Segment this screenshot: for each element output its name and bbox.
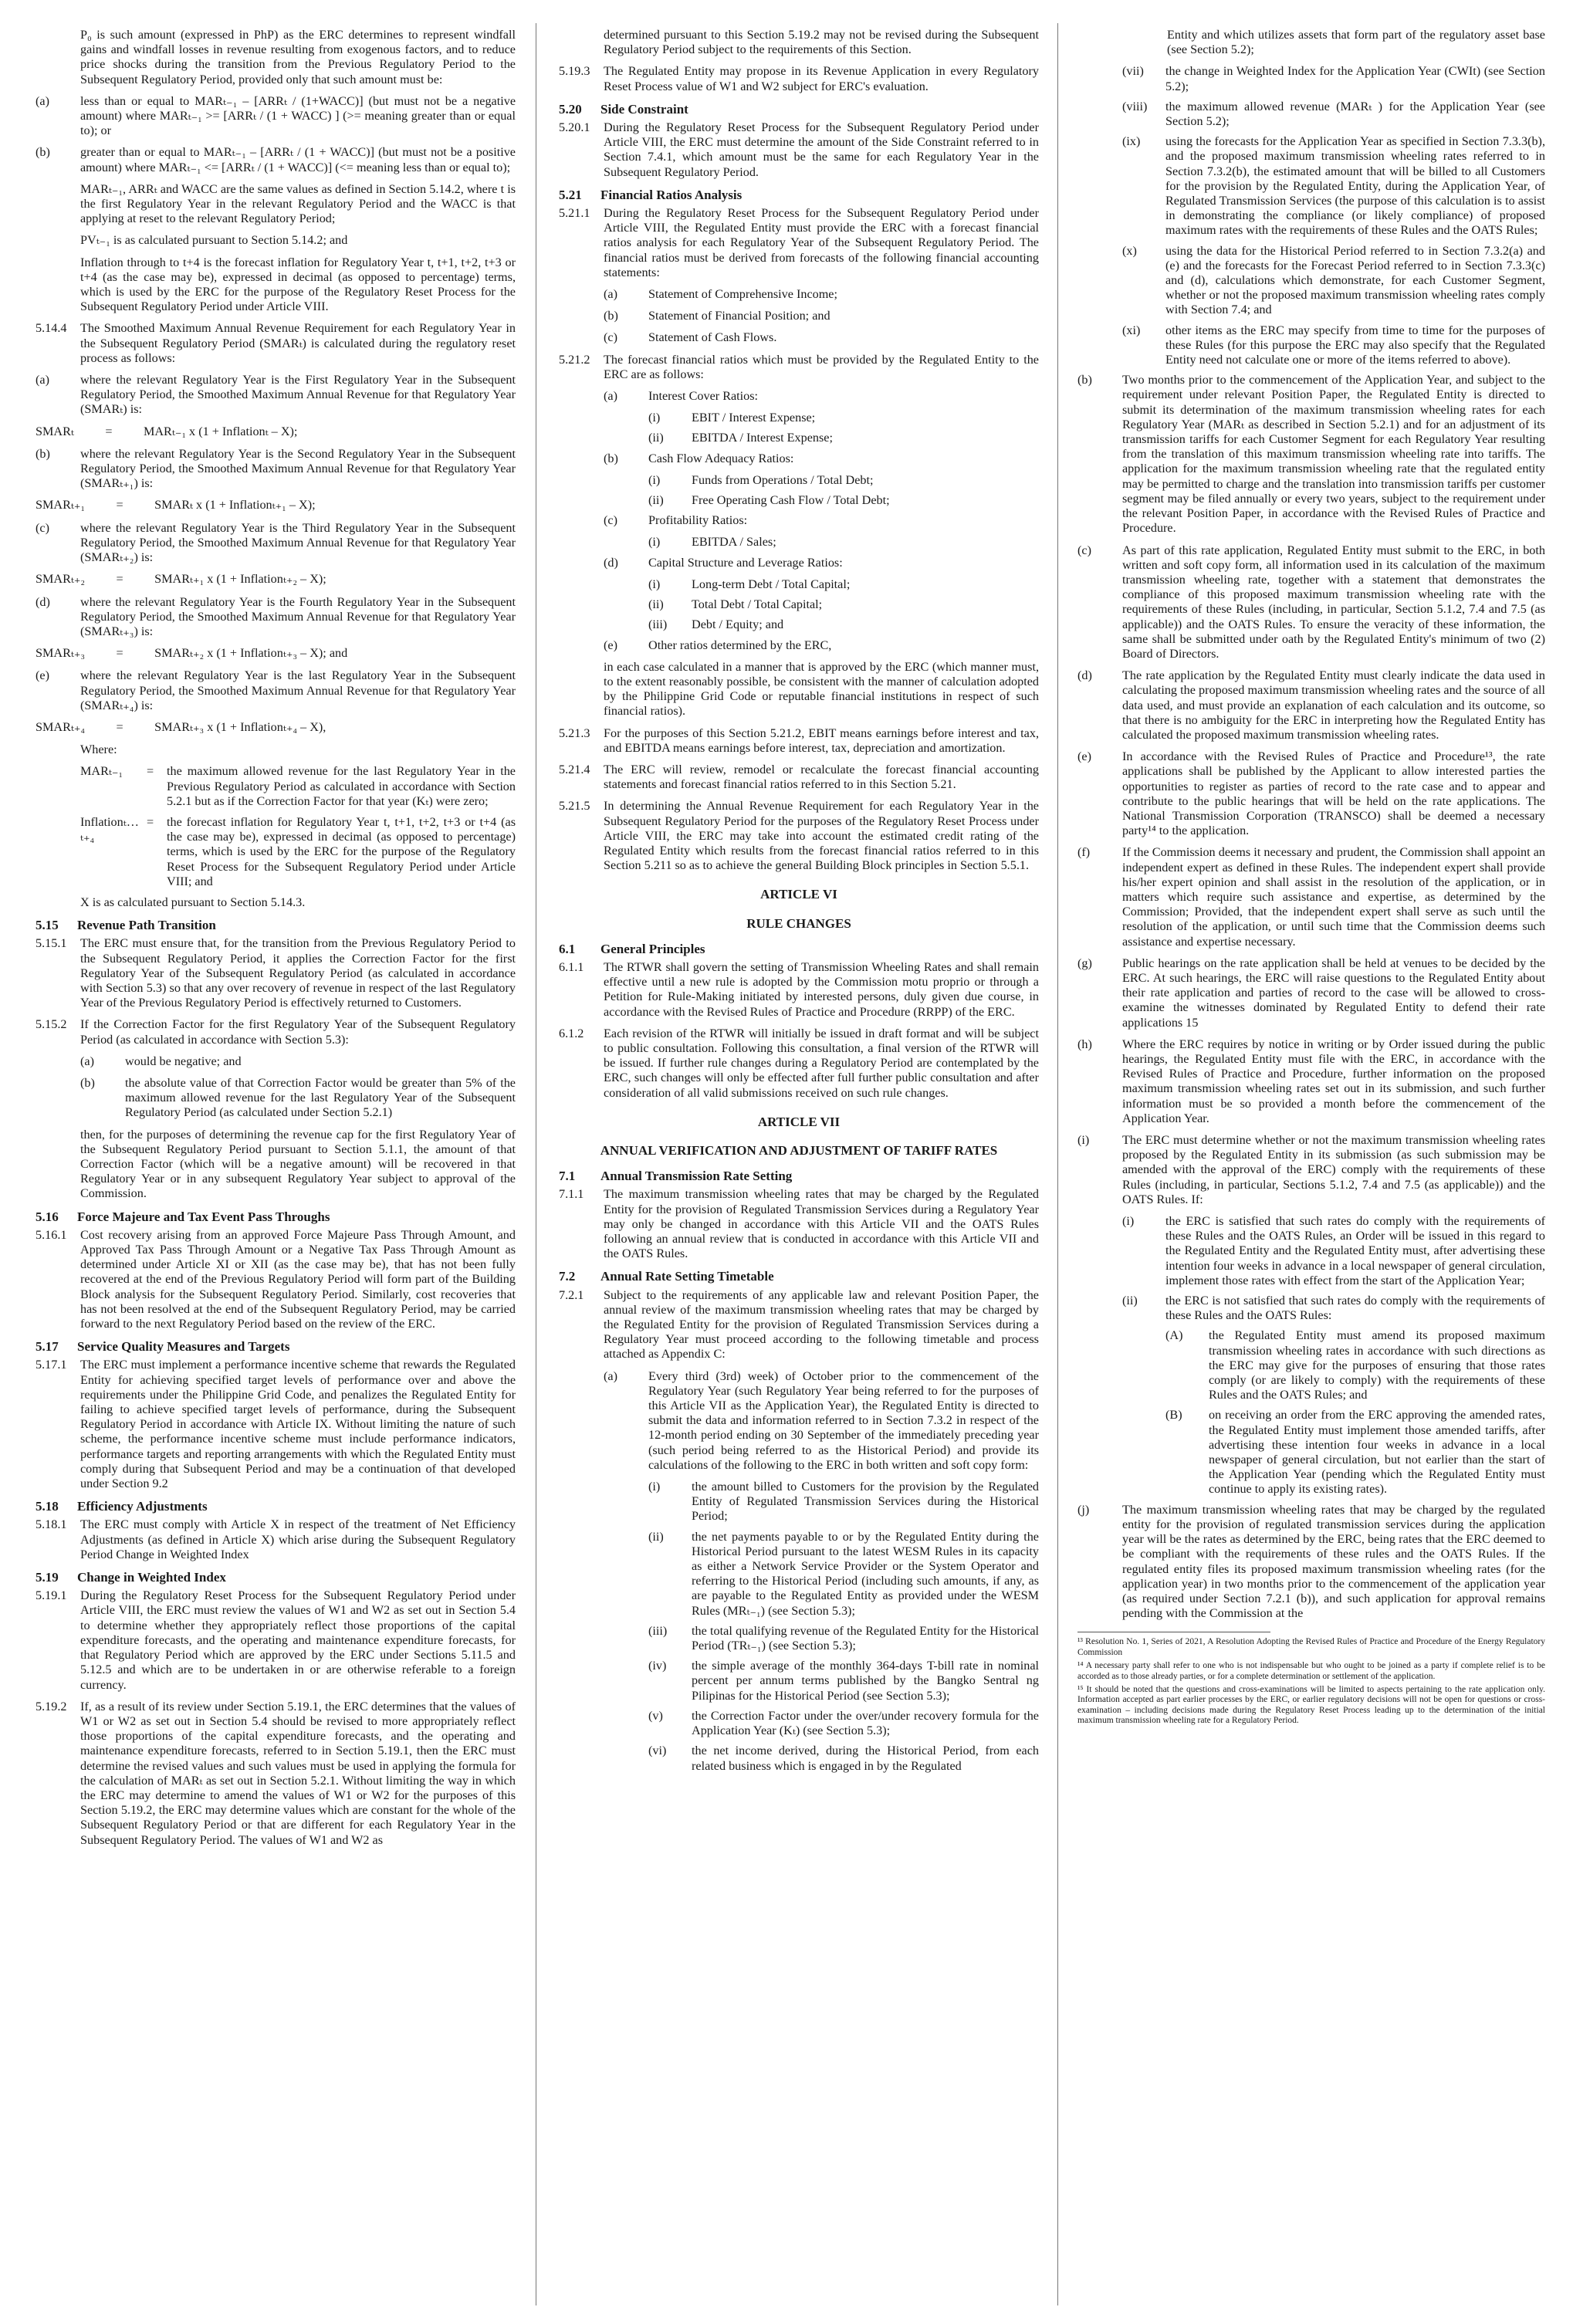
clause-number: 5.19.3 bbox=[559, 64, 590, 79]
item-text: the absolute value of that Correction Factor would be greater than 5% of the maximum allowed revenue for the last Regulatory Year of the Subsequent Regulatory Period (as calculated under Section 5.2.1) bbox=[125, 1075, 516, 1120]
list-item bbox=[1122, 64, 1545, 93]
section-number: 7.2 bbox=[559, 1269, 576, 1284]
item-text: the maximum allowed revenue (MARₜ ) for the Application Year (see Section 5.2); bbox=[1165, 99, 1545, 129]
item-text: the ERC is satisfied that such rates do comply with the requirements of these Rules and the OATS Rules, an Order will be issued in this regard to the Regulated Entity and the Regulated Entity must, after advertising these intention four weeks in advance in a local newspaper of general circulation, implement those rates with effect from the start of the Application Year; bbox=[1165, 1214, 1545, 1287]
item-text: Capital Structure and Leverage Ratios: bbox=[648, 555, 843, 570]
formula: SMARₜ = MARₜ₋₁ x (1 + Inflationₜ – X); bbox=[36, 424, 298, 438]
item-number: (i) bbox=[1122, 1214, 1135, 1229]
item-text: Statement of Cash Flows. bbox=[648, 330, 777, 345]
article-heading: ARTICLE VI bbox=[760, 887, 837, 902]
list-item bbox=[604, 287, 1039, 302]
item-text: EBIT / Interest Expense; bbox=[692, 411, 816, 425]
item-number: (a) bbox=[604, 1368, 617, 1383]
section-heading bbox=[36, 1570, 516, 1585]
item-number: (d) bbox=[36, 594, 50, 609]
list-item bbox=[36, 595, 516, 640]
footnote: ¹⁵ It should be noted that the questions and cross-examinations will be limited to aspects pertaining to the rate application only. Information accepted as part earlier processes by the ERC, or earlier regulatory decisions will not be open for questions or cross-examination – including decisions made during the Regulatory Reset Process leading up to the determination of the initial maximum transmission wheeling rate for a Regulatory Period. bbox=[1077, 1684, 1545, 1726]
clause-text: The ERC must ensure that, for the transition from the Previous Regulatory Period to the Subsequent Regulatory Period, it applies the Correction Factor for the first Regulatory Year of the Subsequent Regulatory Period (as calculated in accordance with Section 5.3) so that any over recovery of revenue in respect of the last Regulatory Year of the Previous Regulatory Period is effectively returned to Customers. bbox=[80, 936, 516, 1010]
formula: SMARₜ₊₁ = SMARₜ x (1 + Inflationₜ₊₁ – X); bbox=[36, 498, 316, 512]
list-item bbox=[604, 452, 1039, 466]
clause bbox=[559, 120, 1039, 180]
item-number: (vii) bbox=[1122, 64, 1144, 79]
section-number: 5.15 bbox=[36, 918, 59, 933]
clause-5-14-4 bbox=[36, 321, 516, 366]
clause bbox=[36, 936, 516, 1010]
section-number: 6.1 bbox=[559, 941, 576, 956]
section-heading bbox=[36, 1209, 516, 1224]
clause-text: If, as a result of its review under Section 5.19.1, the ERC determines that the values of W1 or W2 as set out in Section 5.4 should be revised to more appropriately reflect those proportions of the capital expenditure forecasts, and the operating and maintenance expenditure forecasts, referred to in Section 5.19.1, then the ERC must determine the revised values and such values must be used in applying the formula for the calculation of MARₜ as set out in Section 5.2.1. Without limiting the way in which the ERC may determine to amend the values of W1 or W2 for the purposes of this Section 5.19.2, the ERC may determine values which are constant for the whole of the Subsequent Regulatory Period or that are different for each Regulatory Year in the Subsequent Regulatory Period. The values of W1 and W2 as bbox=[80, 1699, 516, 1847]
clause-number: 5.21.5 bbox=[559, 799, 590, 814]
list-item bbox=[1122, 134, 1545, 238]
clause-number: 5.15.1 bbox=[36, 936, 67, 951]
clause-number: 5.21.4 bbox=[559, 762, 590, 776]
clause-text: The Regulated Entity may propose in its Revenue Application in every Regulatory Reset Process value of W1 and W2 subject for ERC's evaluation. bbox=[604, 64, 1039, 93]
item-text: EBITDA / Sales; bbox=[692, 535, 776, 550]
item-number: (b) bbox=[1077, 373, 1092, 387]
section-heading bbox=[36, 1339, 516, 1354]
clause bbox=[559, 726, 1039, 756]
article-title: ANNUAL VERIFICATION AND ADJUSTMENT OF TARIFF RATES bbox=[600, 1142, 998, 1158]
clause-text: The ERC must implement a performance incentive scheme that rewards the Regulated Entity for achieving specified target levels of performance over and above the requirements under the Philippine Grid Code, and penalizes the Regulated Entity for failing to achieve specified target levels of performance, during the Subsequent Regulatory Period in accordance with Article IX. Without limiting the nature of such scheme, the performance incentive scheme must include performance indicators, performance targets and reporting arrangements with which the Regulated Entity must comply during that Subsequent Period and may be a continuation of that developed under Section 9.2 bbox=[80, 1358, 516, 1491]
section-title: Change in Weighted Index bbox=[77, 1570, 226, 1585]
section-number: 5.17 bbox=[36, 1339, 59, 1355]
item-number: (A) bbox=[1165, 1328, 1183, 1343]
item-text: The maximum transmission wheeling rates that may be charged by the regulated entity for the provision of regulated transmission services during the application year will be the rates as determined by the ERC, being rates that the ERC deemed to be compliant with the requirements of these rules and the OATS Rules. If the regulated entity files its proposed maximum transmission wheeling rates (for the application year) in two months prior to the commencement of the application year (as required under Section 7.2.1 (b)), and such application for approval remains pending with the Commission at the bbox=[1122, 1502, 1545, 1621]
item-text: the Regulated Entity must amend its proposed maximum transmission wheeling rates in accordance with such directions as the ERC may give for the purposes of ensuring that those rates comply (or are likely to comply) with the requirements of these Rules and the OATS Rules; and bbox=[1209, 1328, 1545, 1402]
list-item bbox=[1077, 845, 1545, 949]
item-text: Other ratios determined by the ERC, bbox=[648, 638, 832, 652]
clause-number: 6.1.1 bbox=[559, 959, 584, 974]
list-item bbox=[648, 577, 1039, 592]
item-text: Statement of Comprehensive Income; bbox=[648, 287, 837, 302]
clause-text: Each revision of the RTWR will initially be issued in draft format and will be subject to public consultation. Following this consultation, a final version of the RTWR will be issued. If further rule changes during a Regulatory Period are contemplated by the ERC, such changes will only be effected after full further public consultation and after consideration of all valid submissions received on such rule changes. bbox=[604, 1026, 1039, 1100]
clause-text: If the Correction Factor for the first Regulatory Year of the Subsequent Regulatory Period (as calculated in accordance with Section 5.3): bbox=[80, 1017, 516, 1047]
where-label: Where: bbox=[80, 743, 117, 757]
list-item bbox=[604, 309, 1039, 323]
clause-text: Subject to the requirements of any applicable law and relevant Position Paper, the annual review of the maximum transmission wheeling rates that may be charged by the Regulated Entity for the provision of Regulated Transmission Services during a Regulatory Year must proceed according to the following timetable and process attached as Appendix C: bbox=[604, 1287, 1039, 1362]
equals-sign: = bbox=[147, 814, 154, 829]
definition-text: the maximum allowed revenue for the last Regulatory Year in the Previous Regulatory Period as calculated in accordance with Section 5.2.1 but as if the Correction Factor for that year (Kₜ) were zero; bbox=[167, 764, 516, 808]
item-number: (xi) bbox=[1122, 323, 1141, 337]
list-item bbox=[648, 431, 1039, 445]
list-item bbox=[648, 1480, 1039, 1524]
item-text: using the data for the Historical Period referred to in Section 7.3.2(a) and (e) and the forecasts for the Forecast Period referred to in Section 7.3.3(c) and (d), calculations which demonstrate, for each Customer Segment, whether or not the proposed maximum transmission wheeling rates comply with Section 7.4; and bbox=[1165, 243, 1545, 317]
list-item bbox=[36, 94, 516, 139]
clause-number: 5.19.2 bbox=[36, 1699, 67, 1713]
clause-text: During the Regulatory Reset Process for the Subsequent Regulatory Period under Article VIII, the ERC must review the values of W1 and W2 as set out in Section 5.4 to determine whether they appropriately reflect those proportions of the capital expenditure forecasts, and the operating and maintenance expenditure forecasts, for that Regulatory Period which are approved by the ERC under Sections 5.11.5 and 5.12.5 and which are to be undertaken in or are otherwise referable to a foreign currency. bbox=[80, 1588, 516, 1692]
clause-number: 5.18.1 bbox=[36, 1517, 67, 1532]
list-item bbox=[648, 1709, 1039, 1738]
clause bbox=[559, 64, 1039, 93]
item-text: Profitability Ratios: bbox=[648, 513, 748, 528]
item-number: (d) bbox=[1077, 668, 1092, 683]
list-item bbox=[648, 473, 1039, 488]
clause-number: 5.14.4 bbox=[36, 321, 67, 336]
item-number: (i) bbox=[648, 411, 661, 425]
clause bbox=[559, 960, 1039, 1020]
item-text: Long-term Debt / Total Capital; bbox=[692, 577, 851, 591]
clause bbox=[559, 799, 1039, 873]
definition bbox=[80, 815, 516, 889]
clause bbox=[36, 1358, 516, 1491]
item-number: (ii) bbox=[1122, 1294, 1138, 1308]
item-text: the Correction Factor under the over/under recovery formula for the Application Year (Kₜ) (see Section 5.3); bbox=[692, 1708, 1039, 1738]
item-number: (viii) bbox=[1122, 99, 1148, 113]
definition-text: the forecast inflation for Regulatory Year t, t+1, t+2, t+3 or t+4 (as the case may be), expressed in decimal (as opposed to percentage) terms, which is used by the ERC for the purpose of the Regulatory Reset Process for the Subsequent Regulatory Period under Article VIII; and bbox=[167, 814, 516, 888]
item-number: (c) bbox=[1077, 543, 1091, 557]
section-number: 5.21 bbox=[559, 187, 582, 202]
list-item bbox=[1077, 749, 1545, 838]
section-heading bbox=[559, 188, 1039, 202]
list-item bbox=[1165, 1328, 1545, 1402]
item-text: Total Debt / Total Capital; bbox=[692, 597, 823, 612]
clause-number: 7.1.1 bbox=[559, 1187, 584, 1202]
section-title: Efficiency Adjustments bbox=[77, 1499, 208, 1514]
item-text: Public hearings on the rate application shall be held at venues to be decided by the ERC. At such hearings, the ERC will raise questions to the Regulated Entity about their rate application and parties of record to the case will be allowed to cross-examine the witnesses dominated by Regulated Entity to defend their rate applications 15 bbox=[1122, 956, 1545, 1030]
clause-number: 5.21.2 bbox=[559, 352, 590, 367]
item-number: (a) bbox=[604, 389, 617, 404]
section-heading bbox=[559, 1169, 1039, 1183]
item-text: Debt / Equity; and bbox=[692, 617, 784, 632]
list-item bbox=[80, 1076, 516, 1121]
clause bbox=[36, 1228, 516, 1331]
list-item bbox=[36, 668, 516, 713]
item-number: (b) bbox=[604, 309, 618, 323]
list-item bbox=[1122, 1214, 1545, 1288]
clause bbox=[559, 1027, 1039, 1101]
clause-text: Cost recovery arising from an approved Force Majeure Pass Through Amount, and Approved Tax Pass Through Amount or a Negative Tax Pass Through Amount as determined under Article XI or XII (as the case may be), that has not been fully recovered at the end of the Previous Regulatory Period will form part of the Building Block analysis for the Subsequent Regulatory Period. Similarly, cost recoveries that has not been resolved at the end of the Subsequent Regulatory Period, may be carried forward to the next Regulatory Period based on the review of the ERC. bbox=[80, 1227, 516, 1331]
item-number: (a) bbox=[36, 93, 49, 108]
list-item bbox=[604, 513, 1039, 528]
section-heading bbox=[559, 942, 1039, 956]
item-text: the simple average of the monthly 364-days T-bill rate in nominal percent per annum terms published by the Bangko Sentral ng Pilipinas for the Historical Period (see Section 5.3); bbox=[692, 1659, 1039, 1703]
item-number: (f) bbox=[1077, 845, 1091, 860]
list-item bbox=[648, 597, 1039, 612]
clause-number: 5.21.1 bbox=[559, 206, 590, 221]
section-heading bbox=[36, 918, 516, 932]
section-title: Service Quality Measures and Targets bbox=[77, 1339, 290, 1355]
item-number: (vi) bbox=[648, 1744, 667, 1758]
item-number: (iii) bbox=[648, 617, 668, 632]
list-item bbox=[1077, 668, 1545, 743]
list-item bbox=[648, 1659, 1039, 1703]
list-item bbox=[1122, 100, 1545, 129]
list-item bbox=[1077, 1133, 1545, 1207]
clause-number: 6.1.2 bbox=[559, 1026, 584, 1040]
item-text: less than or equal to MARₜ₋₁ – [ARRₜ / (1+WACC)] (but must not be a negative amount) where MARₜ₋₁ >= [ARRₜ / (1 + WACC) ] (>= meaning greater than or equal to); or bbox=[80, 93, 516, 138]
item-number: (b) bbox=[80, 1075, 95, 1090]
clause-number: 5.20.1 bbox=[559, 120, 590, 135]
formula: SMARₜ₊₃ = SMARₜ₊₂ x (1 + Inflationₜ₊₃ – X); and bbox=[36, 646, 348, 661]
item-text: using the forecasts for the Application Year as specified in Section 7.3.3(b), and the proposed maximum transmission wheeling rates referred to in Section 7.3.2(b), the estimated amount that will be billed to all Customers for the provision by the Regulated Entity, during the Application Year, of Regulated Transmission Services (the purpose of this calculation is to assist in demonstrating the compliance (or likely compliance) of proposed maximum rates with the requirements of these Rules and the OATS Rules; bbox=[1165, 134, 1545, 238]
section-title: Annual Rate Setting Timetable bbox=[600, 1269, 774, 1284]
clause bbox=[36, 1017, 516, 1047]
section-title: General Principles bbox=[600, 941, 705, 956]
clause-text: The forecast financial ratios which must be provided by the Regulated Entity to the ERC are as follows: bbox=[604, 352, 1039, 381]
item-text: The rate application by the Regulated Entity must clearly indicate the data used in calculating the proposed maximum transmission wheeling rates and the source of all data used, and must provide an explanation of each calculation and its outcome, so that there is no ambiguity for the ERC in interpreting how the Regulated Entity has calculated the proposed maximum transmission wheeling rates. bbox=[1122, 668, 1545, 742]
item-number: (b) bbox=[604, 451, 618, 465]
list-item bbox=[36, 373, 516, 418]
item-text: the net income derived, during the Historical Period, from each related business which is engaged in by the Regulated bbox=[692, 1744, 1039, 1773]
paragraph: then, for the purposes of determining the revenue cap for the first Regulatory Year of the Subsequent Regulatory Period pursuant to Section 5.1.1, the amount of that Correction Factor (which will be a negative amount) will be recovered in that Regulatory Year or in any subsequent Regulatory Year subject to approval of the Commission. bbox=[80, 1127, 516, 1201]
clause-text: For the purposes of this Section 5.21.2, EBIT means earnings before interest and tax, and EBITDA means earnings before interest, tax, depreciation and amortization. bbox=[604, 726, 1039, 755]
item-number: (ix) bbox=[1122, 134, 1141, 149]
clause bbox=[36, 1588, 516, 1692]
list-item bbox=[1077, 1037, 1545, 1126]
item-text: Interest Cover Ratios: bbox=[648, 389, 759, 404]
item-number: (B) bbox=[1165, 1408, 1182, 1422]
definition bbox=[80, 764, 516, 809]
item-number: (i) bbox=[648, 577, 661, 591]
list-item bbox=[648, 411, 1039, 425]
clause bbox=[559, 1288, 1039, 1362]
section-heading bbox=[559, 102, 1039, 117]
list-item bbox=[604, 556, 1039, 570]
clause-number: 5.15.2 bbox=[36, 1017, 67, 1032]
item-text: Funds from Operations / Total Debt; bbox=[692, 472, 874, 487]
item-number: (a) bbox=[604, 287, 617, 302]
equals-sign: = bbox=[147, 764, 154, 779]
item-number: (d) bbox=[604, 555, 618, 570]
item-text: Where the ERC requires by notice in writing or by Order issued during the public hearings, the Regulated Entity must file with the ERC, in accordance with the Revised Rules of Practice and Procedure, further information on the proposed maximum transmission wheeling rates set out in its submission, and such further information must be so provided a month before the commencement of the Application Year. bbox=[1122, 1037, 1545, 1125]
definition-term: MARₜ₋₁ bbox=[80, 764, 123, 779]
list-item bbox=[648, 493, 1039, 508]
item-text: the net payments payable to or by the Regulated Entity during the Historical Period pursuant to the latest WESM Rules in its capacity as either a Network Service Provider or the System Operator and referring to the Historical Period (including such amounts, if any, as are payable to the Regulated Entity as provided under the WESM Rules (MRₜ₋₁) (see Section 5.3); bbox=[692, 1529, 1039, 1618]
section-title: Force Majeure and Tax Event Pass Throughs bbox=[77, 1209, 330, 1224]
item-text: Two months prior to the commencement of the Application Year, and subject to the requirement under relevant Position Paper, the Regulated Entity is directed to submit its determination of the maximum transmission wheeling rates for each Regulatory Year (MARₜ as described in Section 5.2.1) and for an adjustment of its transmission tariffs for each Customer Segment for each Regulatory Year resulting from the translation of this maximum transmission wheeling rate into tariffs. The application for the maximum transmission wheeling rate that the regulated entity may be permitted to charge and the translation into transmission tariffs per customer segment may be filed annually or every two years, subject to the requirement under the relevant Position Paper, in accordance with the Revised Rules of Practice and Procedure. bbox=[1122, 373, 1545, 536]
paragraph: Entity and which utilizes assets that form part of the regulatory asset base (see Section 5.2); bbox=[1167, 28, 1545, 57]
item-text: where the relevant Regulatory Year is the last Regulatory Year in the Subsequent Regulatory Period, the Smoothed Maximum Annual Revenue for that Regulatory Year (SMARₜ₊₄) is: bbox=[80, 668, 516, 712]
list-item bbox=[36, 145, 516, 174]
item-text: where the relevant Regulatory Year is the Third Regulatory Year in the Subsequent Regulatory Period, the Smoothed Maximum Annual Revenue for that Regulatory Year (SMARₜ₊₂) is: bbox=[80, 520, 516, 565]
footnote: ¹⁴ A necessary party shall refer to one who is not indispensable but who ought to be joined as a party if complete relief is to be accorded as to those already parties, or for a complete determination or settlement of the application. bbox=[1077, 1661, 1545, 1681]
column-divider-right bbox=[1057, 23, 1058, 2305]
item-text: As part of this rate application, Regulated Entity must submit to the ERC, in both written and soft copy form, all information used in its calculation of the maximum transmission wheeling rate, together with a statement that demonstrates the compliance of this proposed maximum transmission wheeling rate with the requirements of these Rules (including, in particular, Section 5.1.2, 7.4 and 7.5 (as applicable)) and the OATS Rules. To ensure the veracity of these information, the same shall be submitted under oath by the Regulated Entity's minimum of two (2) Board of Directors. bbox=[1122, 543, 1545, 661]
item-text: the ERC is not satisfied that such rates do comply with the requirements of these Rules and the OATS Rules: bbox=[1165, 1294, 1545, 1323]
section-title: Financial Ratios Analysis bbox=[600, 187, 743, 202]
item-number: (v) bbox=[648, 1708, 663, 1723]
item-number: (c) bbox=[604, 513, 617, 528]
item-number: (c) bbox=[36, 520, 49, 535]
list-item bbox=[648, 535, 1039, 550]
item-number: (e) bbox=[36, 668, 49, 683]
section-heading bbox=[559, 1269, 1039, 1284]
clause-text: During the Regulatory Reset Process for the Subsequent Regulatory Period under Article VIII, the Regulated Entity must provide the ERC with a forecast financial ratios analysis for each Regulatory Year of the Subsequent Regulatory Period. The financial ratios must be derived from forecasts of the following financial accounting statements: bbox=[604, 206, 1039, 279]
list-item bbox=[1077, 373, 1545, 536]
list-item bbox=[1077, 956, 1545, 1030]
item-text: where the relevant Regulatory Year is the Second Regulatory Year in the Subsequent Regulatory Period, the Smoothed Maximum Annual Revenue for that Regulatory Year (SMARₜ₊₁) is: bbox=[80, 446, 516, 491]
clause-number: 5.19.1 bbox=[36, 1588, 67, 1603]
list-item bbox=[1122, 323, 1545, 368]
section-number: 5.18 bbox=[36, 1499, 59, 1514]
item-text: would be negative; and bbox=[125, 1054, 242, 1068]
item-text: on receiving an order from the ERC approving the amended rates, the Regulated Entity must implement those amended tariffs, after advertising these intention four weeks in advance in a local newspaper of general circulation, but not earlier than the start of the Application Year (pending which the Regulated Entity must continue to apply its existing rates). bbox=[1209, 1408, 1545, 1497]
item-text: Cash Flow Adequacy Ratios: bbox=[648, 451, 794, 465]
list-item bbox=[604, 638, 1039, 653]
item-number: (x) bbox=[1122, 243, 1137, 258]
list-item bbox=[604, 330, 1039, 345]
item-number: (i) bbox=[1077, 1133, 1090, 1148]
footnote: ¹³ Resolution No. 1, Series of 2021, A Resolution Adopting the Revised Rules of Practice and Procedure of the Energy Regulatory Commission bbox=[1077, 1637, 1545, 1657]
article-heading: ARTICLE VII bbox=[757, 1114, 841, 1129]
item-number: (iii) bbox=[648, 1623, 668, 1638]
formula: SMARₜ₊₄ = SMARₜ₊₃ x (1 + Inflationₜ₊₄ – X), bbox=[36, 719, 326, 734]
clause-number: 7.2.1 bbox=[559, 1287, 584, 1302]
list-item bbox=[36, 521, 516, 566]
list-item bbox=[648, 617, 1039, 632]
item-number: (ii) bbox=[648, 431, 664, 445]
clause-text: The ERC will review, remodel or recalculate the forecast financial accounting statements and forecast financial ratios referred to in this Section 5.21. bbox=[604, 762, 1039, 792]
item-number: (b) bbox=[36, 145, 50, 160]
clause bbox=[559, 1187, 1039, 1261]
item-text: Every third (3rd) week) of October prior to the commencement of the Regulatory Year (such Regulatory Year being referred to for the purposes of this Article VII as the Application Year), the Regulated Entity is directed to submit the data and information referred to in Section 7.3.2 in respect of the 12-month period ending on 30 September of the immediately preceding year (such period being referred to as the Historical Period) and provide its calculations of the following to the ERC in both written and soft copy form: bbox=[648, 1368, 1039, 1472]
item-number: (i) bbox=[648, 1480, 661, 1494]
clause bbox=[36, 1517, 516, 1562]
formula: SMARₜ₊₂ = SMARₜ₊₁ x (1 + Inflationₜ₊₂ – X); bbox=[36, 572, 326, 587]
list-item bbox=[1122, 244, 1545, 318]
clause-text: The RTWR shall govern the setting of Transmission Wheeling Rates and shall remain effective until a new rule is adopted by the Commission motu proprio or through a Petition for Rule-Making initiated by interested persons, duly given due course, in accordance with the Revised Rules of Practice and Procedure (RRPP) of the ERC. bbox=[604, 959, 1039, 1019]
item-text: the change in Weighted Index for the Application Year (CWIt) (see Section 5.2); bbox=[1165, 64, 1545, 93]
item-text: other items as the ERC may specify from time to time for the purposes of these Rules (for this purpose the ERC may also specify that the Regulated Entity need not calculate one or more of the items referred to above). bbox=[1165, 323, 1545, 367]
item-number: (iv) bbox=[648, 1659, 667, 1673]
item-number: (ii) bbox=[648, 493, 664, 508]
clause-number: 5.17.1 bbox=[36, 1358, 67, 1372]
column-right bbox=[1077, 28, 1545, 1730]
item-number: (i) bbox=[648, 472, 661, 487]
item-number: (e) bbox=[604, 638, 617, 652]
item-text: the total qualifying revenue of the Regulated Entity for the Historical Period (TRₜ₋₁) (see Section 5.3); bbox=[692, 1623, 1039, 1653]
item-number: (i) bbox=[648, 535, 661, 550]
clause bbox=[559, 353, 1039, 382]
item-text: Statement of Financial Position; and bbox=[648, 309, 830, 323]
item-text: greater than or equal to MARₜ₋₁ – [ARRₜ / (1 + WACC)] (but must not be a positive amount) where MARₜ₋₁ <= [ARRₜ / (1 + WACC)] (<= meaning less than or equal to); bbox=[80, 145, 516, 174]
list-item bbox=[1077, 543, 1545, 662]
section-title: Revenue Path Transition bbox=[77, 918, 216, 933]
paragraph: PVₜ₋₁ is as calculated pursuant to Section 5.14.2; and bbox=[80, 233, 348, 248]
item-text: If the Commission deems it necessary and prudent, the Commission shall appoint an independent expert as defined in these Rules. The independent expert shall provide his/her expert opinion and shall assist in the resolution of the application, or in matters which require such assistance and expertise, as determined by the Commission; Provided, that the independent expert shall serve as such until the resolution of the application, or until such time that the Commission deems such assistance and expertise necessary. bbox=[1122, 845, 1545, 949]
section-number: 5.16 bbox=[36, 1209, 59, 1224]
item-number: (g) bbox=[1077, 956, 1092, 970]
section-number: 5.20 bbox=[559, 101, 582, 117]
item-number: (a) bbox=[36, 373, 49, 387]
item-text: Free Operating Cash Flow / Total Debt; bbox=[692, 493, 890, 508]
item-text: The ERC must determine whether or not the maximum transmission wheeling rates proposed by the Regulated Entity in its submission (as such submission may be amended with the approval of the ERC) comply with the requirements of these Rules (including, in particular, Sections 5.1.2, 7.4 and 7.5 (as applicable)) and the OATS Rules. If: bbox=[1122, 1133, 1545, 1206]
item-number: (b) bbox=[36, 446, 50, 461]
section-heading bbox=[36, 1499, 516, 1514]
item-text: where the relevant Regulatory Year is the First Regulatory Year in the Subsequent Regulatory Period, the Smoothed Maximum Annual Revenue for that Regulatory Year (SMARₜ) is: bbox=[80, 373, 516, 417]
item-number: (ii) bbox=[648, 1529, 664, 1544]
list-item bbox=[604, 389, 1039, 404]
clause bbox=[559, 763, 1039, 792]
list-item bbox=[648, 1744, 1039, 1773]
article-title: RULE CHANGES bbox=[746, 915, 851, 931]
clause-text: The maximum transmission wheeling rates that may be charged by the Regulated Entity for the provision of Regulated Transmission Services during a Regulatory Year may only be changed in accordance with this Article VII and the OATS Rules following an annual review that is conducted in accordance with this Article VII and the OATS Rules. bbox=[604, 1187, 1039, 1261]
item-number: (c) bbox=[604, 330, 617, 345]
item-text: EBITDA / Interest Expense; bbox=[692, 431, 833, 445]
definition-term: Inflationₜ…ₜ₊₄ bbox=[80, 814, 139, 844]
clause bbox=[559, 206, 1039, 280]
clause-number: 5.16.1 bbox=[36, 1227, 67, 1242]
list-item bbox=[1122, 1294, 1545, 1323]
list-item bbox=[604, 1369, 1039, 1473]
clause bbox=[36, 1700, 516, 1848]
item-number: (ii) bbox=[648, 597, 664, 612]
paragraph: in each case calculated in a manner that is approved by the ERC (which manner must, to the extent reasonably possible, be consistent with the manner of calculation adopted by the Philippine Grid Code or reputable financial institutions in respect of such financial ratios). bbox=[604, 659, 1039, 719]
item-text: where the relevant Regulatory Year is the Fourth Regulatory Year in the Subsequent Regulatory Period, the Smoothed Maximum Annual Revenue for that Regulatory Year (SMARₜ₊₃) is: bbox=[80, 594, 516, 638]
item-number: (h) bbox=[1077, 1037, 1092, 1051]
section-number: 5.19 bbox=[36, 1570, 59, 1585]
section-title: Annual Transmission Rate Setting bbox=[600, 1169, 793, 1184]
clause-number: 5.21.3 bbox=[559, 726, 590, 740]
paragraph: X is as calculated pursuant to Section 5.14.3. bbox=[80, 895, 306, 909]
item-number: (j) bbox=[1077, 1502, 1090, 1517]
column-middle bbox=[559, 28, 1039, 1779]
clause-text: The Smoothed Maximum Annual Revenue Requirement for each Regulatory Year in the Subsequent Regulatory Period (SMARₜ) is calculated during the regulatory reset process as follows: bbox=[80, 321, 516, 365]
list-item bbox=[1077, 1503, 1545, 1622]
paragraph: MARₜ₋₁, ARRₜ and WACC are the same values as defined in Section 5.14.2, where t is the first Regulatory Year in the relevant Regulatory Period and the WACC is that applying at reset to the relevant Regulatory Period; bbox=[80, 181, 516, 226]
paragraph: determined pursuant to this Section 5.19.2 may not be revised during the Subsequent Regulatory Period subject to the requirements of this Section. bbox=[604, 28, 1039, 57]
clause-text: During the Regulatory Reset Process for the Subsequent Regulatory Period under Article VIII, the ERC must determine the amount of the Side Constraint referred to in Section 7.4.1, which amount must be the same for each Regulatory Year in the Subsequent Regulatory Period. bbox=[604, 120, 1039, 179]
list-item bbox=[80, 1054, 516, 1069]
list-item bbox=[648, 1624, 1039, 1653]
list-item bbox=[36, 447, 516, 492]
paragraph: Inflation through to t+4 is the forecast inflation for Regulatory Year t, t+1, t+2, t+3 or t+4 (as the case may be), expressed in decimal (as opposed to percentage) terms, which is used by the ERC for the purpose of the Regulatory Reset Process for the Subsequent Regulatory Period under Article VIII. bbox=[80, 255, 516, 314]
list-item bbox=[1165, 1408, 1545, 1497]
column-left bbox=[36, 28, 516, 1855]
clause-text: The ERC must comply with Article X in respect of the treatment of Net Efficiency Adjustments (as defined in Article X) which arise during the Subsequent Regulatory Period Change in Weighted Index bbox=[80, 1517, 516, 1561]
item-number: (e) bbox=[1077, 749, 1091, 764]
paragraph: P₀ is such amount (expressed in PhP) as the ERC determines to represent windfall gains and windfall losses in revenue resulting from exogenous factors, and to reduce price shocks during the transition from the Previous Regulatory Period to the Subsequent Regulatory Period, provided only that such amount must be: bbox=[80, 28, 516, 86]
clause-text: In determining the Annual Revenue Requirement for each Regulatory Year in the Subsequent Regulatory Period for the purposes of the Regulatory Reset Process under Article VIII, the ERC may take into account the estimated credit rating of the Regulated Entity which results from the forecast financial ratios referred to in this Section 5.211 so as to achieve the general Building Block principles in Section 5.5.1. bbox=[604, 799, 1039, 873]
item-text: the amount billed to Customers for the provision by the Regulated Entity of Regulated Transmission Services during the Historical Period; bbox=[692, 1480, 1039, 1524]
item-text: In accordance with the Revised Rules of Practice and Procedure¹³, the rate applications shall be published by the Applicant to allow interested parties the opportunities to register as parties of record to the rate case and to appear and contribute to the public hearings that will be held on the rate applications. The National Transmission Corporation (TRANSCO) shall be deemed a necessary party¹⁴ to the application. bbox=[1122, 749, 1545, 838]
item-number: (a) bbox=[80, 1054, 94, 1068]
list-item bbox=[648, 1530, 1039, 1619]
section-number: 7.1 bbox=[559, 1169, 576, 1184]
section-title: Side Constraint bbox=[600, 101, 688, 117]
